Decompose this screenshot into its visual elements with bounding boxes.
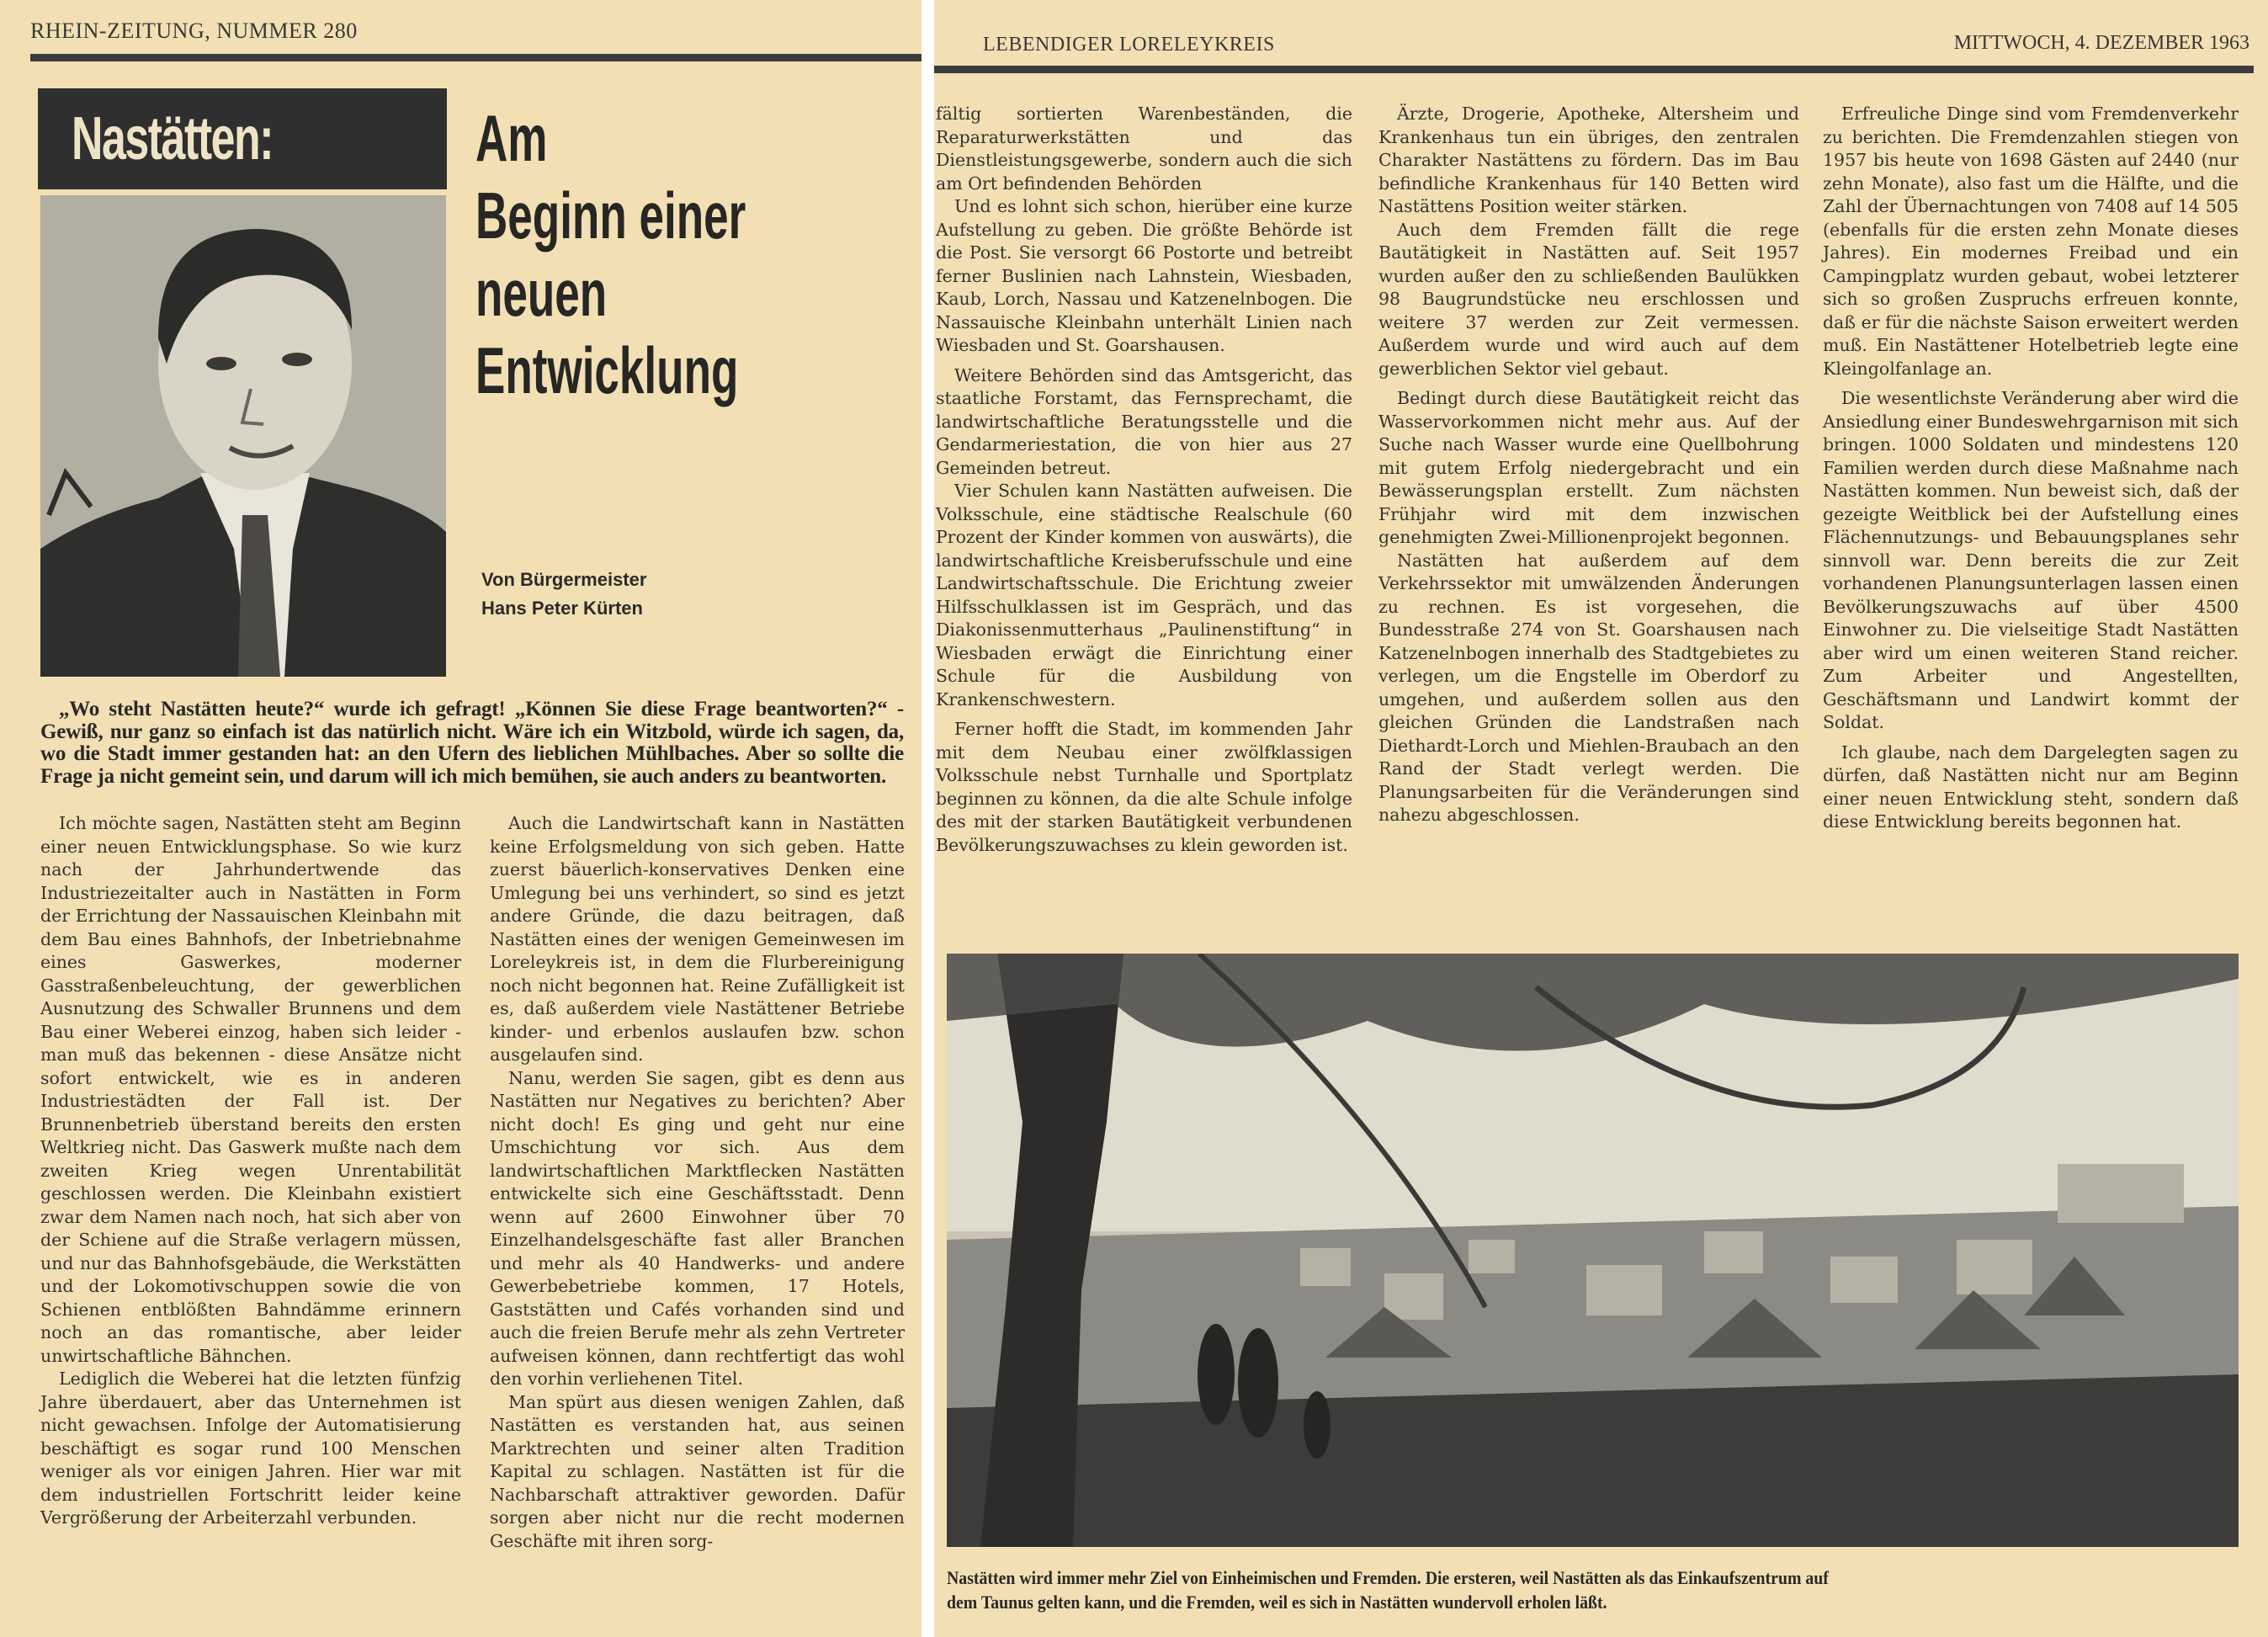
paragraph: Die wesentlichste Veränderung aber wird die Ansiedlung einer Bundeswehrgarnison mit sich bringen. 1000 Soldaten und mindestens 120 Familien werden durch diese Maßnahme nach Nastätten kommen. Nun beweist sich, daß der gezeigte Weitblick bei der Aufstellung eines Flächennutzungs- und Bebauungsplanes sehr sinnvoll war. Denn bereits die zur Zeit vorhandenen Planungsunterlagen lassen einen Bevölkerungszuwachs auf über 4500 Einwohner zu. Die vielseitige Stadt Nastätten aber wird um einen weiteren Stand reicher. Zum Arbeiter und Angestellten, Geschäftsmann und Landwirt kommt der Soldat. xyxy=(1823,388,2239,732)
dateline: MITTWOCH, 4. DEZEMBER 1963 xyxy=(1953,32,2249,54)
running-head-right: LEBENDIGER LORELEYKREIS xyxy=(983,34,1275,56)
paragraph: Ferner hofft die Stadt, im kommenden Jahr mit dem Neubau einer zwölfklassigen Volksschule nebst Turnhalle und Sportplatz beginnen zu können, da die alte Schule infolge des mit der starken Bautätigkeit verbundenen Bevölkerungszuwachses zu klein geworden ist. xyxy=(936,719,1352,855)
paragraph: Ich glaube, nach dem Dargelegten sagen zu dürfen, daß Nastätten nicht nur am Beginn einer neuen Entwicklung steht, sondern daß diese Entwicklung bereits begonnen hat. xyxy=(1823,741,2239,832)
paragraph: Und es lohnt sich schon, hierüber eine kurze Aufstellung zu geben. Die größte Behörde ist die Post. Sie versorgt 66 Postorte und betreibt ferner Buslinien nach Lahnstein, Wiesbaden, Kaub, Lorch, Nassau und Katzenelnbogen. Die Nassauische Kleinbahn unterhält Linien nach Wiesbaden und St. Goarshausen. xyxy=(936,196,1352,355)
paragraph: Nanu, werden Sie sagen, gibt es denn aus Nastätten nur Negatives zu berichten? Aber nicht doch! Es ging und geht nur eine Umschichtung vor sich. Aus dem landwirtschaftlichen Marktflecken Nastätten entwickelte sich eine Geschäftsstadt. Denn wenn auf 2600 Einwohner über 70 Einzelhandelsgeschäfte fast aller Branchen und mehr als 40 Handwerks- und andere Gewerbebetriebe kommen, 17 Hotels, Gaststätten und Cafés vorhanden sind und auch die freien Berufe mehr als zehn Vertreter aufweisen können, dann rechtfertigt das wohl den vorhin verliehenen Titel. xyxy=(490,1067,905,1389)
caption-line: dem Taunus gelten kann, und die Fremden, weil es sich in Nastätten wundervoll erholen läßt. xyxy=(947,1592,1607,1613)
article-column-1 xyxy=(40,812,461,1530)
paragraph: Man spürt aus diesen wenigen Zahlen, daß Nastätten es verstanden hat, aus seinen Marktrechten und seiner alten Tradition Kapital zu schlagen. Nastätten ist für die Nachbarschaft attraktiver geworden. Dafür sorgen aber nicht nur die recht modernen Geschäfte mit ihren sorg- xyxy=(490,1391,905,1551)
headline xyxy=(475,99,896,409)
intro-text: „Wo steht Nastätten heute?“ wurde ich gefragt! „Können Sie diese Frage beantworten?“ - Gewiß, nur ganz so einfach ist das natürlich nicht. Wäre ich ein Witzbold, würde ich sagen, da, wo die Stadt immer gestanden hat: an den Ufern des lieblichen Mühlbaches. Aber so sollte die Frage ja nicht gemeint sein, und darum will ich mich bemühen, sie auch anders zu beantworten. xyxy=(40,698,904,788)
headline-line: Entwicklung xyxy=(475,333,739,407)
paragraph: Auch die Landwirtschaft kann in Nastätten keine Erfolgsmeldung von sich geben. Hatte zuerst bäuerlich-konservatives Denken eine Umlegung bei uns verhindert, so sind es jetzt andere Gründe, die dazu beitragen, daß Nastätten eines der wenigen Gemeinwesen im Loreleykreis ist, in dem die Flurbereinigung noch nicht begonnen hat. Reine Zufälligkeit ist es, daß außerdem viele Nastättener Betriebe kinder- und erbenlos auslaufen bzw. schon ausgelaufen sind. xyxy=(490,813,905,1065)
headline-line: Am xyxy=(475,101,548,175)
paragraph: fältig sortierten Warenbeständen, die Reparaturwerkstätten und das Dienstleistungsgewerbe, sondern auch die sich am Ort befindenden Behörden xyxy=(936,104,1352,194)
photo-caption xyxy=(947,1565,2234,1614)
portrait-photo xyxy=(40,195,446,677)
paragraph: Erfreuliche Dinge sind vom Fremdenverkehr zu berichten. Die Fremdenzahlen stiegen von 1957 bis heute von 1698 Gästen auf 2440 (nur zehn Monate), also fast um die Hälfte, und die Zahl der Übernachtungen von 7408 auf 14 505 (ebenfalls für die ersten zehn Monate dieses Jahres). Ein modernes Freibad und ein Campingplatz wurden gebaut, wobei letzterer sich so großen Zuspruchs erfreuen konnte, daß er für die nächste Saison erweitert werden muß. Ein Nastättener Hotelbetrieb legte eine Kleingolfanlage an. xyxy=(1823,104,2239,379)
paragraph: Nastätten hat außerdem auf dem Verkehrssektor mit umwälzenden Änderungen zu rechnen. Es ist vorgesehen, die Bundesstraße 274 von St. Goarshausen nach Katzenelnbogen innerhalb des Stadtgebietes zu verlegen, um die Engstelle im Oberdorf zu umgehen, und außerdem sollen aus den gleichen Gründen die Landstraßen nach Diethardt-Lorch und Miehlen-Braubach an den Rand der Stadt verlegt werden. Die Planungsarbeiten für die Veränderungen sind nahezu abgeschlossen. xyxy=(1378,550,1799,825)
paragraph: Ich möchte sagen, Nastätten steht am Beginn einer neuen Entwicklungsphase. So wie kurz nach der Jahrhundertwende das Industriezeitalter auch in Nastätten in Form der Errichtung der Nassauischen Kleinbahn mit dem Bau eines Bahnhofs, der Inbetriebnahme eines Gaswerkes, moderner Gasstraßenbeleuchtung, der gewerblichen Ausnutzung des Schwaller Brunnens und dem Bau einer Weberei einzog, haben sich leider - man muß das bekennen - diese Ansätze nicht sofort entwickelt, wie es in anderen Industriestädten der Fall ist. Der Brunnenbetrieb überstand bereits den ersten Weltkrieg nicht. Das Gaswerk mußte nach dem zweiten Krieg wegen Unrentabilität geschlossen werden. Die Kleinbahn existiert zwar dem Namen nach noch, hat sich aber von der Schiene auf die Straße verlagern müssen, und nur das Bahnhofsgebäude, die Werkstätten und der Lokomotivschuppen sowie die von Schienen entblößten Bahndämme erinnern noch an das romantische, aber leider unwirtschaftliche Bähnchen. xyxy=(40,813,461,1366)
article-column-5 xyxy=(1823,103,2239,834)
header-rule-left xyxy=(30,54,922,61)
credit-line: Von Bürgermeister xyxy=(481,569,647,590)
kicker-box xyxy=(38,88,447,189)
article-column-2 xyxy=(490,812,905,1553)
kicker-text: Nastätten: xyxy=(72,105,274,173)
headline-line: Beginn einer xyxy=(475,178,746,252)
headline-line: neuen xyxy=(475,256,608,330)
article-column-4 xyxy=(1378,103,1799,827)
header-rule-right xyxy=(934,66,2254,73)
article-column-3 xyxy=(936,103,1352,857)
credit-line: Hans Peter Kürten xyxy=(481,598,643,619)
paragraph: Auch dem Fremden fällt die rege Bautätigkeit in Nastätten auf. Seit 1957 wurden außer den zu schließenden Baulükken 98 Baugrundstücke neu erschlossen und weitere 37 werden zur Zeit vermessen. Außerdem wurde und wird auch auf dem gewerblichen Sektor viel gebaut. xyxy=(1378,219,1799,379)
author-credit xyxy=(481,566,646,623)
running-head-left: RHEIN-ZEITUNG, NUMMER 280 xyxy=(30,19,358,43)
paragraph: Vier Schulen kann Nastätten aufweisen. Die Volksschule, eine städtische Realschule (60 Prozent der Kinder kommen von auswärts), die landwirtschaftliche Kreisberufsschule und eine Landwirtschaftsschule. Die Erichtung zweier Hilfsschulklassen ist im Gespräch, und das Diakonissenmutterhaus „Paulinenstiftung“ in Wiesbaden erwägt die Einrichtung einer Schule für die Ausbildung von Krankenschwestern. xyxy=(936,481,1352,710)
intro-paragraph xyxy=(40,699,904,788)
town-view-illustration xyxy=(947,954,2239,1547)
portrait-illustration xyxy=(40,195,446,677)
caption-line: Nastätten wird immer mehr Ziel von Einheimischen und Fremden. Die ersteren, weil Nastätten als das Einkaufszentrum auf xyxy=(947,1567,1829,1588)
paragraph: Weitere Behörden sind das Amtsgericht, das staatliche Forstamt, das Fernsprechamt, die landwirtschaftliche Beratungsstelle und die Gendarmeriestation, die von hier aus 27 Gemeinden betreut. xyxy=(936,364,1352,478)
paragraph: Lediglich die Weberei hat die letzten fünfzig Jahre überdauert, aber das Unternehmen ist nicht gewachsen. Infolge der Automatisierung beschäftigt es sogar rund 100 Menschen weniger als vor einigen Jahren. Hier war mit dem industriellen Fortschritt leider keine Vergrößerung der Arbeiterzahl verbunden. xyxy=(40,1369,461,1528)
paragraph: Ärzte, Drogerie, Apotheke, Altersheim und Krankenhaus tun ein übriges, den zentralen Charakter Nastättens zu fördern. Das im Bau befindliche Krankenhaus für 140 Betten wird Nastättens Position weiter stärken. xyxy=(1378,104,1799,216)
paragraph: Bedingt durch diese Bautätigkeit reicht das Wasservorkommen nicht mehr aus. Auf der Suche nach Wasser wurde eine Quellbohrung mit gutem Erfolg niedergebracht und ein Bewässerungsplan erstellt. Zum nächsten Frühjahr wird mit dem inzwischen genehmigten Zwei-Millionenprojekt begonnen. xyxy=(1378,388,1799,547)
town-view-photo xyxy=(947,954,2239,1547)
left-newspaper-page xyxy=(0,0,922,1637)
